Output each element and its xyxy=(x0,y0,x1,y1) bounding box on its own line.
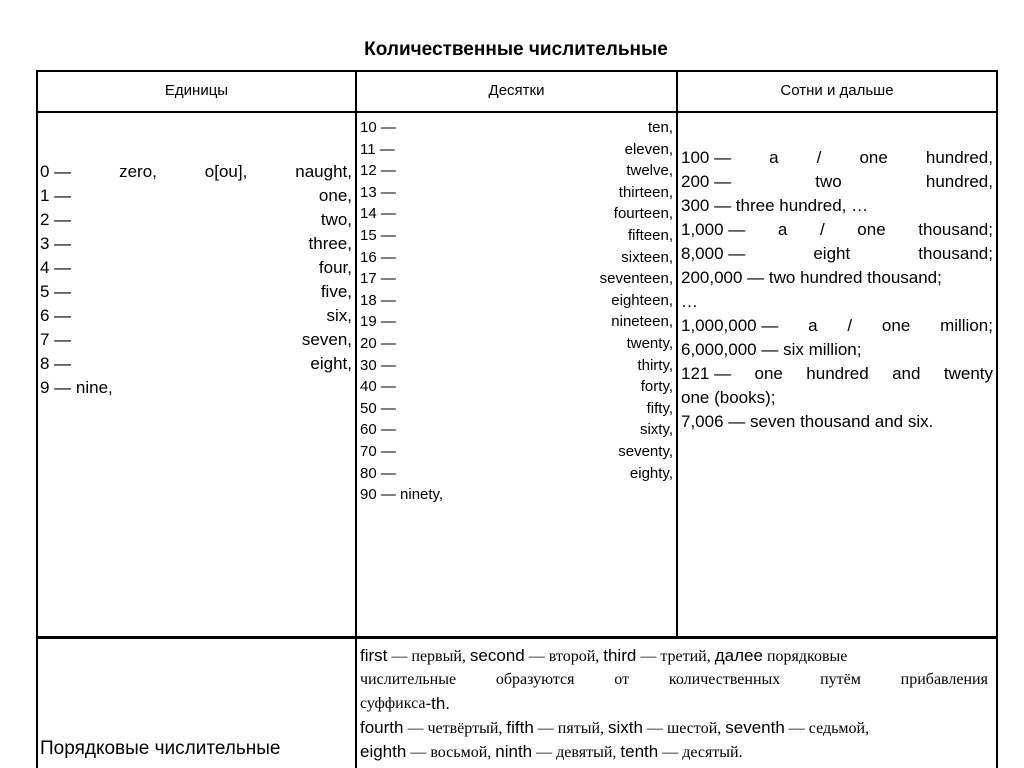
tens-row xyxy=(360,182,673,204)
hundreds-line xyxy=(681,218,993,242)
english-word: fifth xyxy=(506,718,534,737)
tens-row xyxy=(360,160,673,182)
hundreds-word: 200,000 — two hundred thousand; xyxy=(681,268,942,287)
table-left-border xyxy=(36,70,38,768)
russian-word: прибавления xyxy=(900,671,988,688)
tens-word: eighty, xyxy=(629,464,673,482)
units-number: 4 — xyxy=(40,258,72,277)
header-divider xyxy=(36,111,998,113)
units-line xyxy=(40,304,352,328)
units-cell xyxy=(40,160,352,400)
russian-word: суффикса xyxy=(360,695,426,712)
russian-word: — шестой, xyxy=(642,720,726,737)
english-word: -th. xyxy=(425,694,451,713)
ordinal-description xyxy=(360,644,988,764)
units-word: five, xyxy=(320,282,352,301)
hundreds-word: 300 — three hundred, … xyxy=(681,196,869,215)
english-word: fourth xyxy=(360,718,404,737)
hundreds-word: 1,000,000 — xyxy=(681,316,779,335)
tens-word: nineteen, xyxy=(611,313,673,331)
hundreds-word: 100 — xyxy=(681,148,732,167)
ordinal-label: Порядковые числительные xyxy=(40,738,281,759)
units-number: 6 — xyxy=(40,306,72,325)
tens-number: 18 — xyxy=(360,291,396,309)
ordinal-phrase xyxy=(360,644,847,668)
tens-number: 50 — xyxy=(360,399,396,417)
tens-number: 40 — xyxy=(360,378,396,396)
units-word: one, xyxy=(318,186,352,205)
ordinal-line xyxy=(360,716,988,740)
ordinal-line xyxy=(360,692,988,716)
tens-row xyxy=(360,290,673,312)
hundreds-word: thousand; xyxy=(918,244,993,263)
tens-row xyxy=(360,441,673,463)
units-number: 1 — xyxy=(40,186,72,205)
tens-row xyxy=(360,117,673,139)
units-word: zero, xyxy=(119,162,157,181)
units-line xyxy=(40,208,352,232)
english-word: second xyxy=(469,646,525,665)
tens-number: 16 — xyxy=(360,248,396,266)
hundreds-word: and xyxy=(892,364,921,383)
tens-word: eleven, xyxy=(624,140,673,158)
tens-word: fifty, xyxy=(646,399,673,417)
hundreds-word: one xyxy=(881,316,911,335)
units-word: naught, xyxy=(295,162,352,181)
hundreds-word: hundred xyxy=(806,364,869,383)
hundreds-word: thousand; xyxy=(918,220,993,239)
units-line xyxy=(40,256,352,280)
hundreds-word: one (books); xyxy=(681,388,776,407)
tens-word: twenty, xyxy=(626,334,673,352)
ordinal-line xyxy=(360,644,988,668)
russian-word: — пятый, xyxy=(533,720,609,737)
tens-row xyxy=(360,376,673,398)
tens-number: 15 — xyxy=(360,226,396,244)
russian-word: от xyxy=(614,671,630,688)
tens-row xyxy=(360,203,673,225)
hundreds-word: 8,000 — xyxy=(681,244,746,263)
tens-number: 11 — xyxy=(360,140,395,158)
hundreds-line xyxy=(681,362,993,386)
hundreds-word: one xyxy=(857,220,886,239)
tens-row xyxy=(360,139,673,161)
tens-number: 20 — xyxy=(360,334,396,352)
russian-word: порядковые xyxy=(762,648,848,665)
units-word: 9 — nine, xyxy=(40,378,113,397)
table-top-border xyxy=(36,70,998,72)
units-word: six, xyxy=(326,306,352,325)
hundreds-word: … xyxy=(681,292,698,311)
page-title: Количественные числительные xyxy=(364,39,668,60)
units-number: 2 — xyxy=(40,210,72,229)
hundreds-line xyxy=(681,290,993,314)
tens-row xyxy=(360,419,673,441)
ordinal-phrase xyxy=(360,740,743,764)
hundreds-line xyxy=(681,194,993,218)
hundreds-word: a xyxy=(769,148,779,167)
header-tens: Десятки xyxy=(488,82,545,99)
tens-cell xyxy=(360,117,673,506)
tens-row xyxy=(360,398,673,420)
hundreds-word: hundred, xyxy=(925,148,993,167)
tens-row xyxy=(360,463,673,485)
column-divider-1 xyxy=(355,70,357,768)
english-word: first xyxy=(360,646,388,665)
tens-number: 19 — xyxy=(360,313,396,331)
tens-number: 60 — xyxy=(360,421,396,439)
hundreds-line xyxy=(681,338,993,362)
ordinal-line xyxy=(360,740,988,764)
hundreds-word: one xyxy=(859,148,888,167)
russian-word: образуются xyxy=(495,671,575,688)
header-hundreds: Сотни и дальше xyxy=(780,82,894,99)
hundreds-line xyxy=(681,146,993,170)
units-line xyxy=(40,184,352,208)
units-line xyxy=(40,232,352,256)
units-number: 8 — xyxy=(40,354,72,373)
tens-word: fifteen, xyxy=(627,226,673,244)
english-word: seventh xyxy=(725,718,785,737)
units-word: eight, xyxy=(310,354,352,373)
english-word: ninth xyxy=(495,742,533,761)
english-word: sixth xyxy=(608,718,643,737)
russian-word: — второй, xyxy=(524,648,604,665)
english-word: tenth xyxy=(620,742,659,761)
tens-row xyxy=(360,268,673,290)
tens-number: 70 — xyxy=(360,442,396,460)
tens-row xyxy=(360,225,673,247)
units-number: 7 — xyxy=(40,330,72,349)
hundreds-line xyxy=(681,242,993,266)
units-number: 3 — xyxy=(40,234,72,253)
hundreds-line xyxy=(681,266,993,290)
russian-word: — восьмой, xyxy=(406,744,496,761)
units-line xyxy=(40,352,352,376)
tens-row xyxy=(360,311,673,333)
units-word: three, xyxy=(308,234,352,253)
hundreds-word: a xyxy=(808,316,818,335)
hundreds-line xyxy=(681,386,993,410)
hundreds-line xyxy=(681,314,993,338)
hundreds-word: hundred, xyxy=(925,172,993,191)
hundreds-word: 121 — xyxy=(681,364,732,383)
russian-word: далее xyxy=(714,646,763,665)
ordinal-phrase xyxy=(360,716,869,740)
hundreds-word: / xyxy=(816,148,822,167)
tens-word: thirteen, xyxy=(618,183,673,201)
russian-word: — четвёртый, xyxy=(403,720,507,737)
hundreds-word: 7,006 — seven thousand and six. xyxy=(681,412,934,431)
tens-word: seventeen, xyxy=(599,270,673,288)
hundreds-word: 6,000,000 — six million; xyxy=(681,340,862,359)
units-number: 5 — xyxy=(40,282,72,301)
tens-number: 14 — xyxy=(360,205,396,223)
english-word: third xyxy=(603,646,637,665)
tens-row xyxy=(360,484,673,506)
russian-word: — девятый, xyxy=(532,744,621,761)
hundreds-cell xyxy=(681,146,993,434)
tens-number: 17 — xyxy=(360,270,396,288)
hundreds-word: one xyxy=(754,364,783,383)
tens-word: ten, xyxy=(647,119,673,136)
tens-word: fourteen, xyxy=(613,205,673,223)
header-units: Единицы xyxy=(164,82,229,99)
hundreds-word: / xyxy=(819,220,825,239)
russian-word: — десятый. xyxy=(658,744,743,761)
tens-word: sixty, xyxy=(639,421,673,439)
hundreds-line xyxy=(681,170,993,194)
tens-number: 12 — xyxy=(360,162,396,180)
tens-row xyxy=(360,355,673,377)
hundreds-word: two xyxy=(815,172,842,191)
tens-number: 30 — xyxy=(360,356,396,374)
tens-number: 90 — ninety, xyxy=(360,486,444,504)
tens-word: sixteen, xyxy=(621,248,673,266)
tens-row xyxy=(360,247,673,269)
tens-row xyxy=(360,333,673,355)
russian-word: — третий, xyxy=(636,648,715,665)
hundreds-line xyxy=(681,410,993,434)
russian-word: количественных xyxy=(668,671,781,688)
table-right-border xyxy=(996,70,998,768)
russian-word: — седьмой, xyxy=(784,720,870,737)
units-line xyxy=(40,328,352,352)
tens-number: 10 — xyxy=(360,119,396,136)
hundreds-word: twenty xyxy=(943,364,993,383)
russian-word: — первый, xyxy=(387,648,470,665)
hundreds-word: million; xyxy=(940,316,993,335)
russian-word: путём xyxy=(820,671,861,688)
units-word: o[ou], xyxy=(204,162,248,181)
hundreds-word: / xyxy=(847,316,853,335)
units-line xyxy=(40,280,352,304)
tens-word: eighteen, xyxy=(611,291,673,309)
units-word: two, xyxy=(320,210,352,229)
units-line xyxy=(40,376,352,400)
tens-number: 80 — xyxy=(360,464,396,482)
units-word: 0 — xyxy=(40,162,72,181)
hundreds-word: 200 — xyxy=(681,172,732,191)
units-word: four, xyxy=(318,258,352,277)
units-line xyxy=(40,160,352,184)
russian-word: числительные xyxy=(360,671,457,688)
hundreds-word: a xyxy=(777,220,788,239)
column-divider-2 xyxy=(676,70,678,638)
tens-word: twelve, xyxy=(626,162,673,180)
hundreds-word: 1,000 — xyxy=(681,220,746,239)
tens-word: forty, xyxy=(640,378,673,396)
ordinal-line xyxy=(360,668,988,692)
hundreds-word: eight xyxy=(813,244,851,263)
english-word: eighth xyxy=(360,742,407,761)
ordinal-divider xyxy=(36,636,998,639)
tens-word: seventy, xyxy=(618,442,673,460)
tens-number: 13 — xyxy=(360,183,396,201)
tens-word: thirty, xyxy=(637,356,673,374)
units-word: seven, xyxy=(301,330,352,349)
